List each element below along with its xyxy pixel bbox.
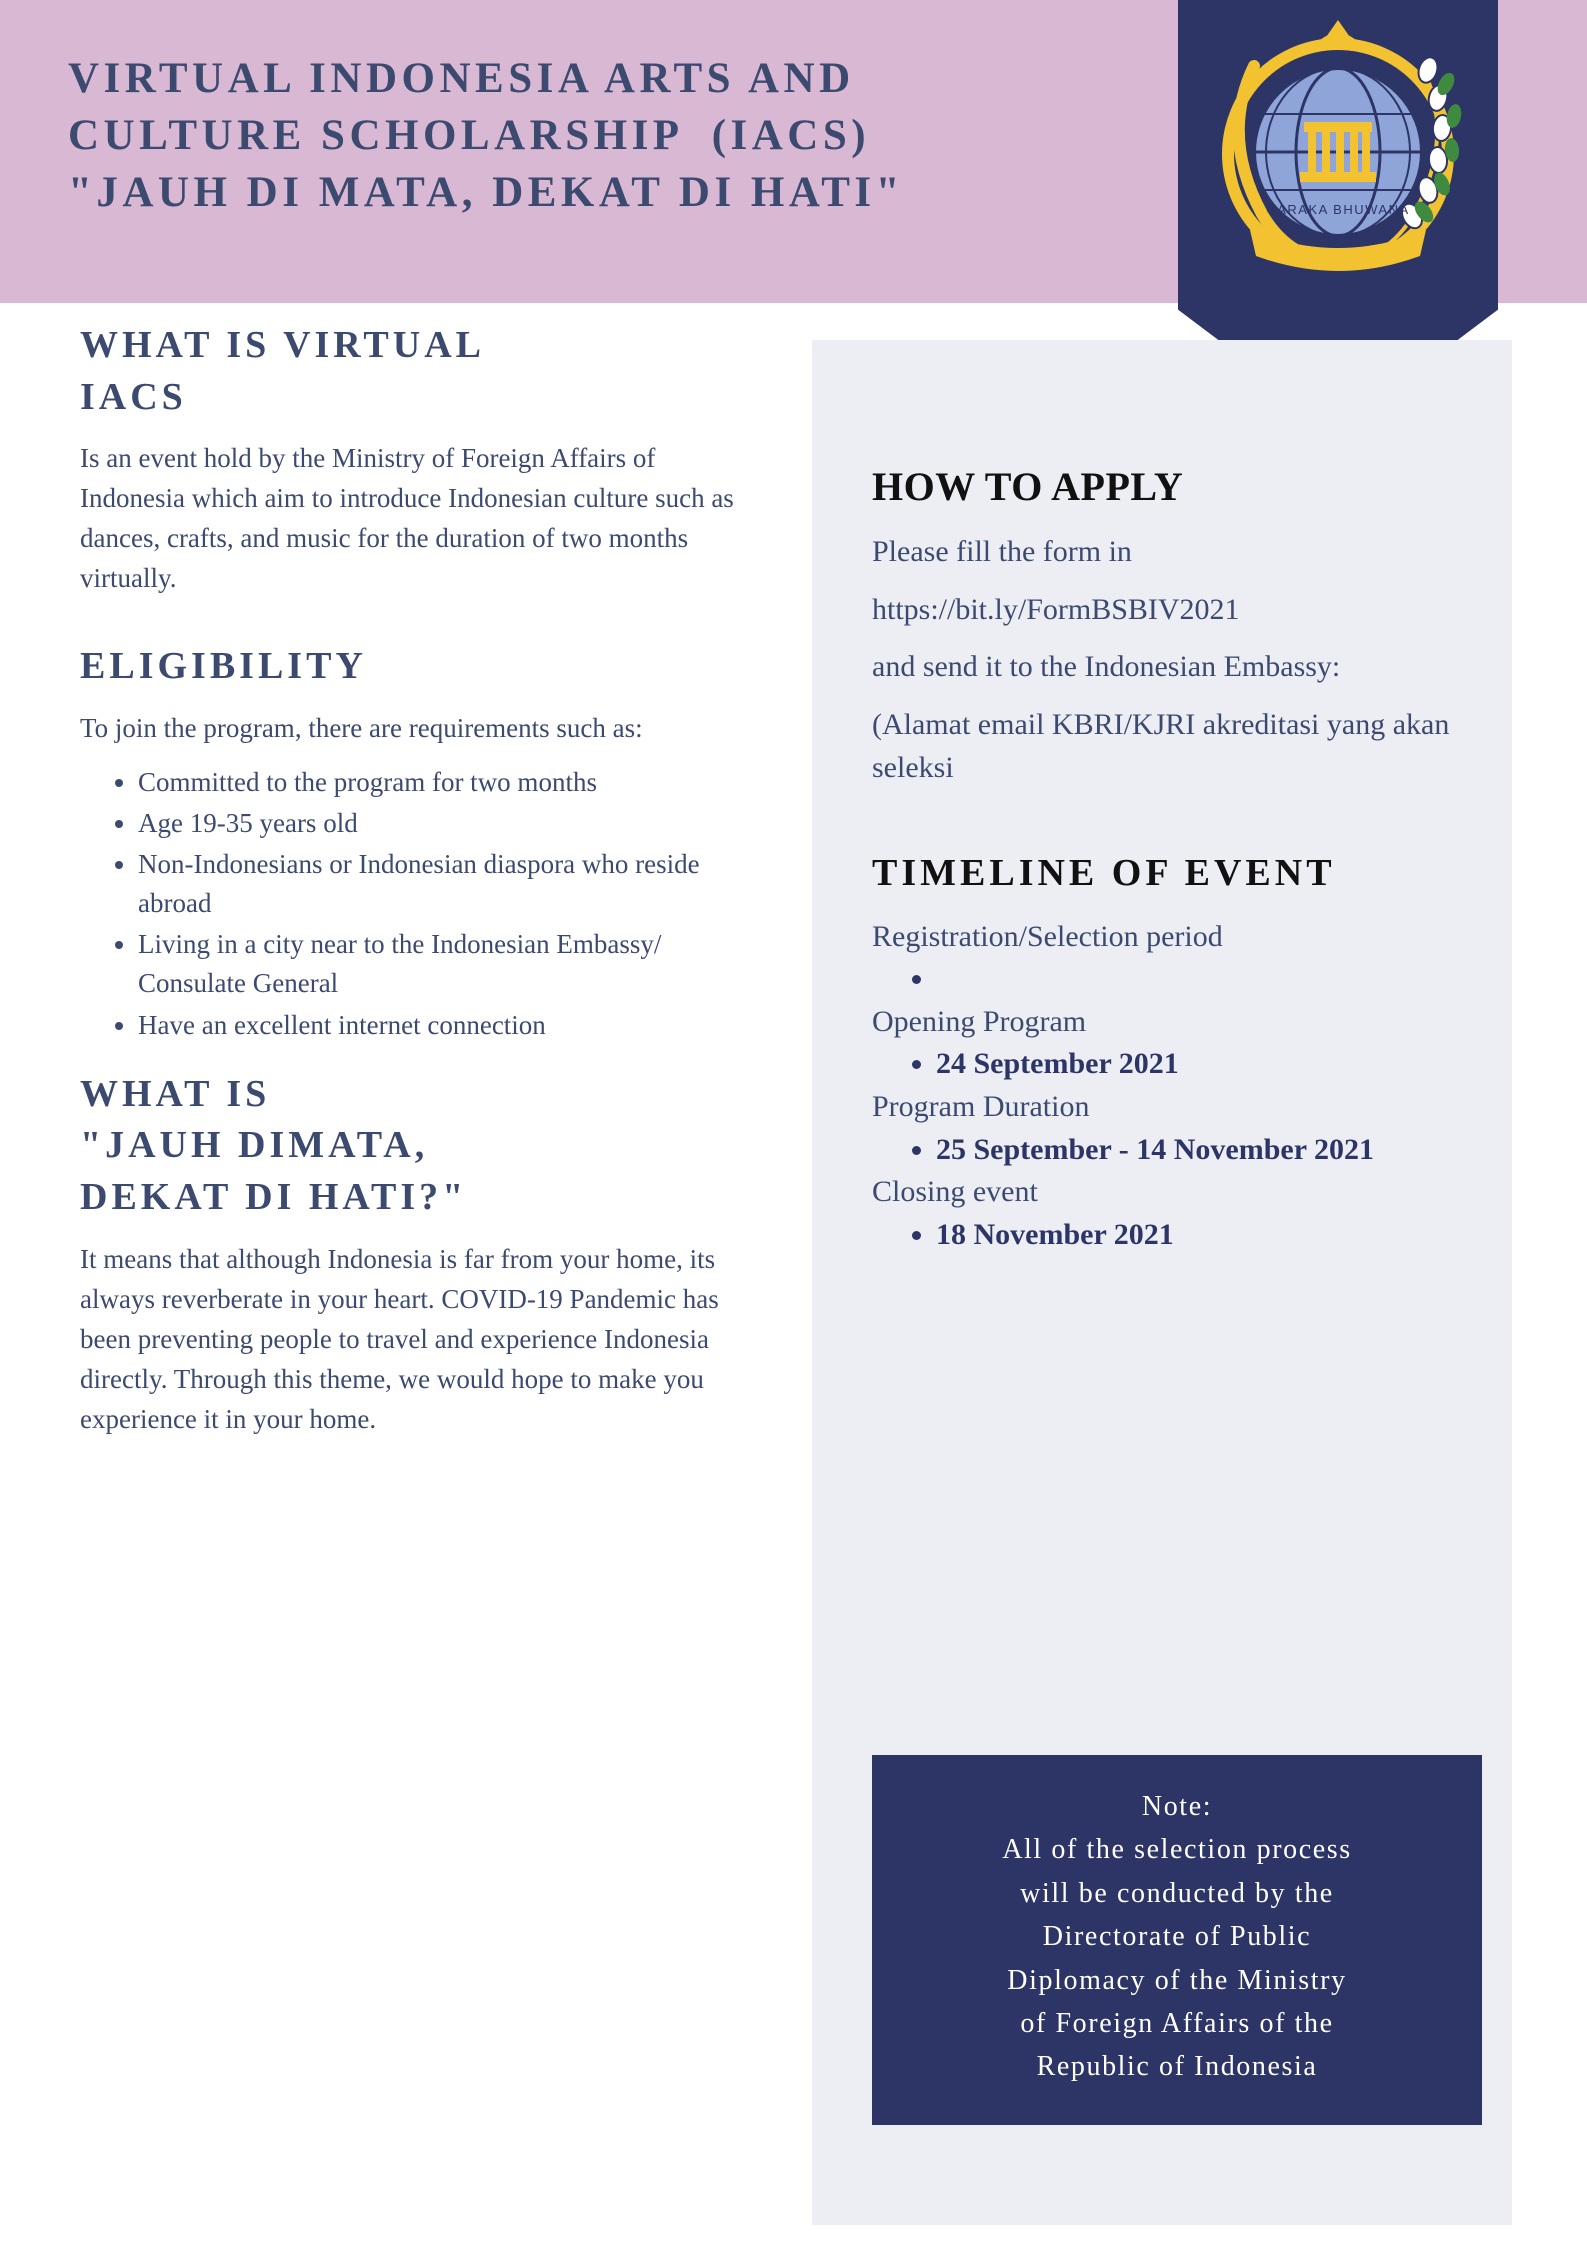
how-to-apply-line-1: Please fill the form in bbox=[872, 535, 1132, 569]
note-line-2: All of the selection process bbox=[1002, 1834, 1352, 1866]
page-title-line-3: "JAUH DI MATA, DEKAT DI HATI" bbox=[68, 169, 905, 217]
note-line-4: Directorate of Public bbox=[1042, 1921, 1312, 1953]
timeline-label-registration: Registration/Selection period bbox=[872, 919, 1223, 953]
timeline-items-closing bbox=[872, 1214, 1532, 1257]
note-line-7: Republic of Indonesia bbox=[1036, 2051, 1318, 2083]
note-box bbox=[872, 1755, 1482, 2125]
spacer bbox=[872, 804, 1532, 848]
list-item: • Committed to the program for two months bbox=[138, 763, 740, 802]
section-title-what-is-virtual-iacs bbox=[80, 320, 740, 423]
timeline-label-closing: Closing event bbox=[872, 1175, 1038, 1209]
list-item: • Living in a city near to the Indonesian Embassy/ Consulate General bbox=[138, 925, 740, 1003]
section-title-theme bbox=[80, 1069, 740, 1224]
page-title-line-2: CULTURE SCHOLARSHIP (IACS) bbox=[68, 112, 871, 160]
what-is-title-line-2: IACS bbox=[80, 375, 187, 418]
timeline-items-duration bbox=[872, 1129, 1532, 1172]
list-item: • Age 19-35 years old bbox=[138, 804, 740, 843]
eligibility-title-line-1: ELIGIBILITY bbox=[80, 645, 367, 688]
section-title-how-to-apply bbox=[872, 460, 1532, 514]
timeline-items-opening bbox=[872, 1043, 1532, 1086]
note-line-3: will be conducted by the bbox=[1020, 1877, 1334, 1909]
section-title-timeline bbox=[872, 848, 1532, 900]
list-item: • 18 November 2021 bbox=[936, 1214, 1532, 1257]
crest-motto-text: CARAKA BHUWANA bbox=[1266, 202, 1410, 217]
note-line-1: Note: bbox=[1141, 1791, 1213, 1822]
left-column bbox=[80, 320, 740, 1454]
theme-title-line-3: DEKAT DI HATI?" bbox=[80, 1176, 468, 1219]
eligibility-list bbox=[80, 763, 740, 1045]
how-to-apply-title: HOW TO APPLY bbox=[872, 464, 1184, 509]
timeline-label-opening: Opening Program bbox=[872, 1004, 1087, 1038]
how-to-apply-form-link[interactable]: https://bit.ly/FormBSBIV2021 bbox=[872, 592, 1240, 626]
garuda-emblem-icon bbox=[1202, 14, 1474, 286]
page-title bbox=[68, 50, 1178, 222]
theme-title-line-2: "JAUH DIMATA, bbox=[80, 1124, 429, 1167]
spacer bbox=[80, 1055, 740, 1069]
list-item: • Non-Indonesians or Indonesian diaspora who reside abroad bbox=[138, 845, 740, 923]
right-panel-content bbox=[872, 460, 1532, 1256]
what-is-title-line-1: WHAT IS VIRTUAL bbox=[80, 324, 485, 366]
spacer bbox=[80, 613, 740, 641]
list-item: • 25 September - 14 November 2021 bbox=[936, 1129, 1532, 1172]
theme-title-line-1: WHAT IS bbox=[80, 1072, 271, 1115]
note-line-5: Diplomacy of the Ministry bbox=[1007, 1964, 1347, 1996]
how-to-apply-line-4: (Alamat email KBRI/KJRI akreditasi yang akan seleksi bbox=[872, 707, 1450, 785]
timeline-title: TIMELINE OF EVENT bbox=[872, 851, 1336, 894]
list-item: • Have an excellent internet connection bbox=[138, 1006, 740, 1045]
page-title-line-1: VIRTUAL INDONESIA ARTS AND bbox=[68, 55, 855, 102]
section-title-eligibility bbox=[80, 641, 740, 693]
list-item: • 24 September 2021 bbox=[936, 1043, 1532, 1086]
theme-body: It means that although Indonesia is far from your home, its always reverberate in your heart. COVID-19 Pandemic has been preventing people to travel and experience Indonesia directly. Through this theme, we would hope to make you experience it in your home. bbox=[80, 1243, 719, 1434]
how-to-apply-line-3: and send it to the Indonesian Embassy: bbox=[872, 650, 1341, 684]
note-line-6: of Foreign Affairs of the bbox=[1020, 2007, 1334, 2039]
timeline-items-registration bbox=[872, 958, 1532, 1001]
list-item bbox=[936, 958, 1532, 1001]
timeline-label-duration: Program Duration bbox=[872, 1089, 1090, 1123]
what-is-body: Is an event hold by the Ministry of Foreign Affairs of Indonesia which aim to introduce Indonesian culture such as dances, crafts, and music for the duration of two months virtually. bbox=[80, 443, 734, 594]
eligibility-intro: To join the program, there are requirements such as: bbox=[80, 712, 643, 743]
